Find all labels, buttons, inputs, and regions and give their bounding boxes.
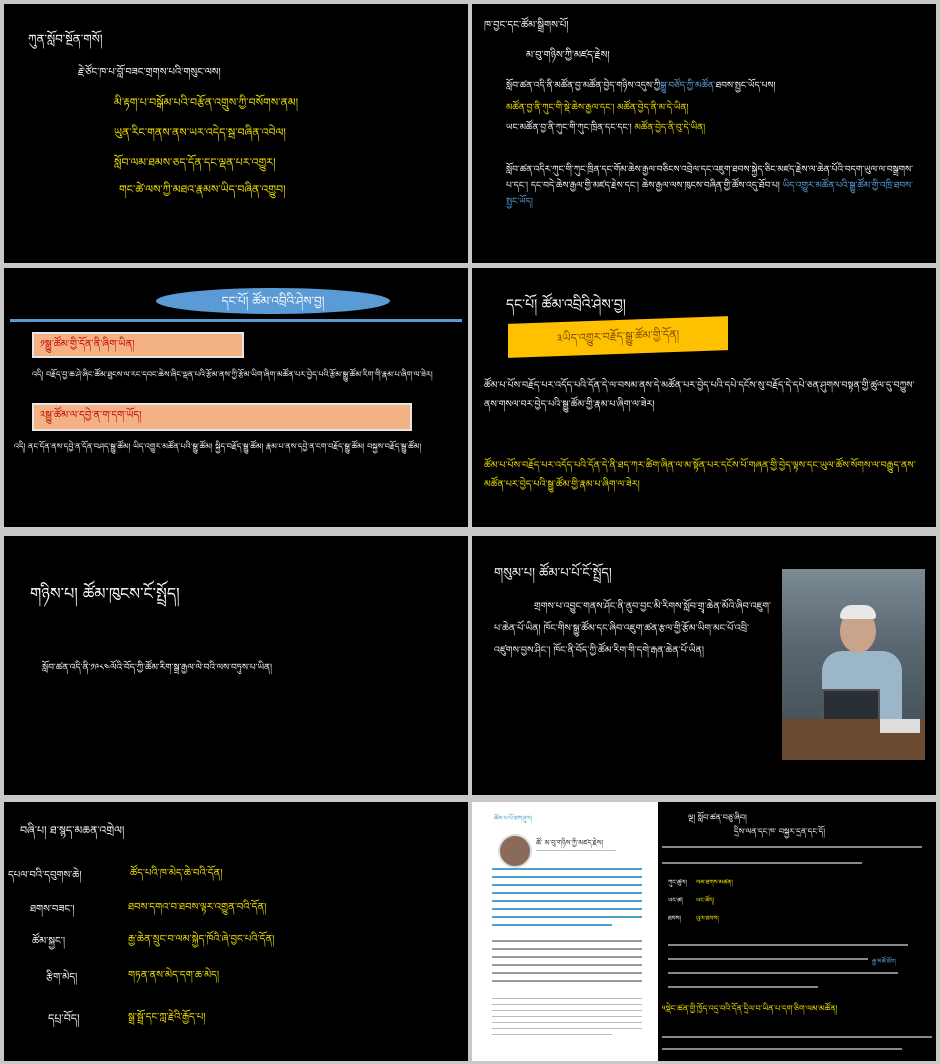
definition-1: ཚོད་པའི་ཁ་མེད་ཆེ་བའི་དོན། [130, 868, 223, 879]
word-3: ཡང་ཚ། [668, 897, 683, 904]
slide-subtitle: མ་བུ་གཉིས་ཀྱི་མཛད་རྗེས། [526, 50, 610, 61]
slide-5[interactable] [4, 536, 468, 795]
slide-2[interactable] [472, 4, 936, 263]
divider [10, 319, 462, 322]
slide-title: གཉིས་པ། ཚོམ་ཁུངས་ངོ་སྤྲོད། [30, 584, 180, 603]
slide-title: ཁ་བྱང་དང་ཚོམ་སྒྲིགས་པོ། [484, 20, 569, 31]
textbook-page [472, 802, 658, 1061]
definition-para-2: ཚོམ་པ་པོས་བརྗོད་པར་འདོད་པའི་དོན་དེ་ནི་ཐད་ཀར་ཚིག་ཞིན་ལ་མ་སྟོན་པར་དངོས་པོ་གཞན་གྱི་བྱེད་ལྟས་དང་ཡུལ་ཚོས་སོགས་ལ་བརྒྱུད་ནས་མཚོན་པར་བྱེད་པའི་སྒྱུ་ཚོམ་གྱི་རྣམ་པ་ཞིག་ལ་ཟེར། [484, 460, 916, 490]
answer-text-1: འདི། བརྗོད་བྱ་ཆ་ཤེ་ཞིང་ཚོམ་ཐུངས་ལ་རང་དབང་ཆེས་ཞིང་ལྡན་པའི་རྩོམ་ནས་ཀྱི་རྩོམ་ཡིག་ཞིག་མཚོན་པར་བྱེད་པའི་རྩོམ་སྒྱུ་ཚོམ་རིག་གི་རྣམ་པ་ཞིག་ལ་ཟེར། [32, 370, 433, 379]
author-photo [782, 569, 925, 760]
slide-title: དང་པོ། ཚོམ་འབྲིའི་ཤེས་བྱ། [506, 297, 626, 313]
slide-8[interactable] [472, 802, 936, 1061]
para1-text: སློབ་ཚན་འདི་ནི་མཚོན་བྱ་མཚོན་བྱེད་གཉིས་འདུས་ཀྱི [506, 81, 661, 91]
term-3: ཚོམ་སྐྱང་། [32, 936, 66, 947]
question-box-2: ༢སྒྱུ་ཚོམ་ལ་དབྱེ་ན་ག་དག་ཡོད། [32, 403, 412, 431]
para2-text-b: དང་བདེ་ཆེས་རྒྱལ་གྱི་མཛད་རྗེས་དང་། [530, 181, 639, 191]
term-2: ཐགས་བཟང་། [30, 904, 75, 915]
slide-title: གསུམ་པ། ཚོམ་པ་པོ་ངོ་སྤྲོད། [494, 566, 612, 581]
definition-banner: ༣ཡིད་འགྱུར་བརྗོད་སྒྱུ་ཚོམ་གྱི་དོན། [508, 316, 728, 358]
para2-blue: ཡིད་འགྱུར་མཚོན་པའི་སྒྱུ་ཚོམ་གྱི་འཁྲི་ཐབས་སྤྱང་ཡོད། [506, 181, 913, 207]
para1-yellow-3: ཡང་མཚོན་བྱ་ནི་ཀུང་གི་ཀུང་ཁྲིན་དང་དང་། [506, 123, 632, 133]
term-4: རྩིག་མེད། [46, 972, 78, 983]
para1-blue: སྒྱུ་བཙོད་ཀྱི་མཚོན་ [660, 81, 716, 91]
definition-3: རྒྱ་ཆེན་སྲུང་བ་ལམ་སྐྱེད་ཁོའི་ཞེ་བྱང་པའི་དོན། [128, 934, 275, 945]
definition-para-1: ཚོམ་པ་པོས་བརྗོད་པར་འདོད་པའི་དོན་དེ་ལ་བསམ་ནས་དེ་མཚོན་པར་བྱེད་པའི་དཔེ་དངོས་སུ་བརྗོད་དེ་དཔེ་ཅན་ཤུགས་བསྟན་གྱི་ཚུལ་དུ་བཀྱུས་ནས་གསལ་བར་བྱེད་པའི་སྒྱུ་ཚོམ་གྱི་རྣམ་པ་ཞིག་ལ་ཟེར། [484, 380, 915, 410]
word-1: ཀུང་ཚུལ། [668, 879, 687, 886]
slide-4[interactable] [472, 268, 936, 527]
word-2: ལམ་ཐགས་མཚན། [696, 879, 733, 886]
verse-line-3: སློབ་ལམ་ཐམས་ཅད་དོན་དང་ལྡན་པར་འགྱུར། [114, 156, 276, 169]
para1-yellow-4: མཚོན་བྱེད་ནི་བུ་དེ་ཡིན། [634, 123, 706, 133]
term-5: དཔྲ་བོད། [48, 1012, 80, 1025]
slide-title: བཞི་པ། ཐ་སྙད་མཆན་འགྲེལ། [20, 824, 125, 837]
word-4: ཡང་ཚོད། [696, 897, 715, 904]
blue-answer: རྒྱ་མཚོ་ཐོབ། [872, 958, 896, 965]
word-6: ཡུལ་ཐབས། [696, 915, 719, 922]
term-1: དཔལ་བའི་དབུགས་ཆེ། [8, 870, 82, 881]
title-oval: དང་པོ། ཚོམ་འབྲིའི་ཤེས་བྱ། [156, 288, 390, 314]
author-avatar [498, 834, 532, 868]
exercise-question: ༥སྡེང་ཚན་གྱི་ཁྱོད་འདྲ་བའི་དོན་དྲིལ་བ་ཡིན་པ་དག་ཅིག་ལམ་མཚོན། [662, 1004, 838, 1013]
definition-4: གཏན་ནས་མེད་དག་ཆ་མེད། [128, 970, 220, 981]
page-topic: ཚོམ་པ་པོ་ཐག་ཤུལ། [494, 815, 533, 822]
intro-line: རྗེ་ཙོང་ཁ་པ་བློ་བཟང་གྲགས་པའི་གསུང་ལས། [78, 67, 221, 78]
source-text: སློབ་ཚན་འདི་ནི་༡༩༨༤ལོའི་བོད་ཀྱི་ཚོམ་རིག་སྒྲ་རྒྱལ་ལེ་བའི་ལས་བཏུས་པ་ཡིན། [42, 663, 273, 673]
verse-line-2: ཡུན་རིང་གནས་ནས་ཡར་འདེད་སྦ་བཞིན་འབེལ། [114, 126, 286, 139]
slide-7[interactable] [4, 802, 468, 1061]
verse-line-1: མི་རྟག་པ་བསྒོམ་པའི་བརྩོན་འགྲུས་ཀྱི་བསོགས་ནམ། [114, 96, 299, 109]
answer-text-2: འདི། ནང་དོན་ནས་དབྱེ་ན་དོན་བཤད་སྒྱུ་ཚོམ། ཡིད་འགྱུར་མཚོན་པའི་སྒྱུ་ཚོམ། སྐྱིད་བརྗོད་སྒྱུ་ཚོམ། རྣམ་པ་ནས་དབྱེ་ན་ངག་བརྗོད་སྒྱུ་ཚོམ། བསྐྱས་བརྗོད་སྒྱུ་ཚོམ། [14, 442, 422, 451]
para2-text: སློབ་ཚན་འདིར་ཀུང་གི་ཀུང་ཁྲིན་དང་གོམ་ཆེས་རྒྱལ་བཅིངས་འབྲེལ་དང་འཇུག་ཐབས་སྐྱེད་ཅིང་མཛད་རྗེས་ལ་ཆེན་པོའི་བདག་ཡུལ་ལ་བསྒྲགས་པ་དང་། [506, 165, 913, 191]
para1-text-2: ཐབས་སྤྱང་ཡོད་པས། [715, 81, 776, 91]
slide-1[interactable] [4, 4, 468, 263]
page-heading: ཚོ་ མ་བུ་གཉིས་ཀྱི་མཛད་རྗེས། [536, 839, 604, 847]
verse-line-4: གང་ཚེ་ལས་ཀྱི་མཐའ་རྣམས་ཡིད་བཞིན་འགྱུབ། [119, 183, 286, 196]
question-box-1: ༡སྒྱུ་ཚོམ་གྱི་དོན་ནི་ཞིག་ཡིན། [32, 332, 244, 358]
definition-2: ཐབས་དགའ་བ་ཐབས་ལྟར་འགྱུན་བའི་དོན། [128, 902, 267, 913]
para2-text-c: ཆེས་རྒྱལ་ལས་ཁུངས་བཞིན་གྱི་ཚོས་འདུ་ཐོབ་པ། [641, 181, 780, 191]
slide-6[interactable] [472, 536, 936, 795]
para1-yellow-2: མཚོན་བྱེད་ནི་མ་དེ་ཡིན། [617, 103, 689, 113]
definition-5: སྒྲ་སྦྲོ་དང་ཀླ་རྗེའི་རྒྱོད་པ། [128, 1012, 206, 1023]
exercise-subheader: དྲིས་ལན་དང་ཁ་ བསྐྱར་དྲན་དང་དོ། [734, 827, 826, 836]
author-bio: གྲགས་པ་འབྱུང་གནས་ཤོང་ནི་ནུབ་བྱང་མི་རིགས་སློབ་གྲྭ་ཆེན་མོའི་ཞིབ་འཇུག་པ་ཆེན་པོ་ཡིན། ཁོང་གིས་སྒྱུ་ཚོམ་དང་ཞིབ་འཇུག་ཚན་རྩལ་གྱི་རྩོམ་ཡིག་མང་པོ་འབྲི་འཛུགས་བྱས་ཤིང་། ཁོང་ནི་བོད་ཀྱི་ཚོམ་རིག་གི་དགེ་རྒན་ཆེན་པོ་ཡིན། [494, 601, 771, 656]
slide-3[interactable] [4, 268, 468, 527]
para1-yellow-1: མཚོན་བྱ་ནི་ཀུང་གི་སྡེ་ཆེས་རྒྱལ་དང་། [506, 103, 615, 113]
slide-title: ཀུན་སློབ་སྔོན་གསོ། [28, 32, 103, 46]
word-5: ཐབས། [668, 915, 681, 922]
exercise-header: ལྔ། སློབ་ཚན་བཅུ་ཞིབ། [688, 813, 747, 822]
